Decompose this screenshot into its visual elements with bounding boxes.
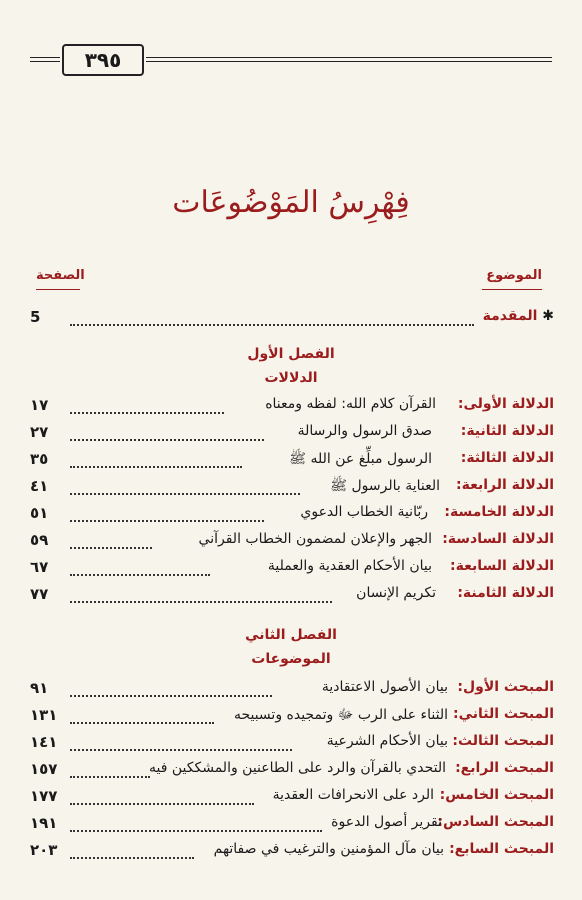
leader-dots <box>70 324 474 326</box>
leader-dots <box>70 776 150 778</box>
entry-page: ١٥٧ <box>30 760 58 778</box>
chapter1-subtitle: الدلالات <box>264 370 318 386</box>
toc-row <box>30 760 554 786</box>
entry-page: ١٩١ <box>30 814 58 832</box>
page-title: فِهْرِسُ المَوْضُوعَات <box>172 185 410 220</box>
leader-dots <box>70 749 292 751</box>
leader-dots <box>70 412 224 414</box>
entry-text: الجهر والإعلان لمضمون الخطاب القرآني <box>198 531 432 547</box>
entry-page: ٤١ <box>30 477 49 495</box>
entry-text: بيان الأحكام الشرعية <box>326 733 448 749</box>
entry-label: المبحث الثالث: <box>452 733 554 749</box>
page-header <box>30 44 552 76</box>
leader-dots <box>70 830 322 832</box>
leader-dots <box>70 547 152 549</box>
entry-label: الدلالة الثالثة: <box>460 450 554 466</box>
header-rule-left-2 <box>30 61 60 62</box>
entry-text: الثناء على الرب ﷻ وتمجيده وتسبيحه <box>233 707 448 723</box>
leader-dots <box>70 695 272 697</box>
entry-text: ربّانية الخطاب الدعوي <box>300 504 428 520</box>
toc-row <box>30 531 554 557</box>
column-head-rule-right <box>482 289 542 290</box>
entry-page: ٣٥ <box>30 450 49 468</box>
entry-text: بيان الأحكام العقدية والعملية <box>267 558 432 574</box>
entry-label: الدلالة الأولى: <box>457 396 554 412</box>
entry-text: الرسول مبلِّغ عن الله ﷺ <box>289 451 432 467</box>
toc-row <box>30 558 554 584</box>
entry-page: ١٣١ <box>30 706 58 724</box>
entry-text: بيان مآل المؤمنين والترغيب في صفاتهم <box>213 841 444 857</box>
toc-row <box>30 423 554 449</box>
leader-dots <box>70 439 264 441</box>
toc-row <box>30 733 554 759</box>
entry-label: الدلالة الثانية: <box>460 423 554 439</box>
entry-text: صدق الرسول والرسالة <box>297 423 432 439</box>
toc-row <box>30 585 554 611</box>
entry-page: ٦٧ <box>30 558 49 576</box>
entry-label: الدلالة السادسة: <box>442 531 554 547</box>
entry-page: ١٤١ <box>30 733 58 751</box>
entry-text: الرد على الانحرافات العقدية <box>272 787 434 803</box>
toc-row <box>30 396 554 422</box>
toc-row <box>30 787 554 813</box>
leader-dots <box>70 466 242 468</box>
toc-row <box>30 477 554 503</box>
entry-label: المبحث الرابع: <box>455 760 554 776</box>
leader-dots <box>70 493 300 495</box>
leader-dots <box>70 520 264 522</box>
leader-dots <box>70 803 254 805</box>
entry-text: التحدي بالقرآن والرد على الطاعنين والمشككين فيه <box>149 760 446 776</box>
chapter2-subtitle: الموضوعات <box>251 651 331 667</box>
entry-page: ٩١ <box>30 679 49 697</box>
toc-row <box>30 706 554 732</box>
entry-text: بيان الأصول الاعتقادية <box>321 679 448 695</box>
entry-label: المبحث السابع: <box>449 841 554 857</box>
entry-page: ٢٠٣ <box>30 841 58 859</box>
entry-label: الدلالة الثامنة: <box>457 585 554 601</box>
toc-row <box>30 841 554 867</box>
entry-page: ٢٧ <box>30 423 49 441</box>
chapter2-title: الفصل الثاني <box>245 627 337 643</box>
entry-label: المبحث الخامس: <box>439 787 554 803</box>
bullet-icon: ✱ <box>542 308 554 324</box>
entry-page: ٥١ <box>30 504 49 522</box>
header-rule-right-2 <box>146 61 552 62</box>
leader-dots <box>70 574 210 576</box>
page-number: ٣٩٥ <box>62 44 144 76</box>
header-rule-right <box>146 57 552 58</box>
intro-label <box>483 308 554 324</box>
entry-page: ٧٧ <box>30 585 49 603</box>
entry-text: تكريم الإنسان <box>356 585 436 601</box>
intro-label-text: المقدمة <box>482 308 538 324</box>
toc-row <box>30 450 554 476</box>
entry-text: العناية بالرسول ﷺ <box>330 478 440 494</box>
entry-label: المبحث الثاني: <box>453 706 554 722</box>
leader-dots <box>70 722 214 724</box>
entry-text: القرآن كلام الله: لفظه ومعناه <box>265 396 436 412</box>
column-head-rule-left <box>36 289 80 290</box>
entry-text: تقرير أصول الدعوة <box>331 814 442 830</box>
column-head-topic: الموضوع <box>486 268 542 283</box>
entry-label: الدلالة السابعة: <box>450 558 554 574</box>
header-rule-left <box>30 57 60 58</box>
entry-label: الدلالة الرابعة: <box>456 477 554 493</box>
entry-label: الدلالة الخامسة: <box>444 504 554 520</box>
chapter1-title: الفصل الأول <box>247 346 335 362</box>
intro-page: 5 <box>30 308 41 326</box>
leader-dots <box>70 601 332 603</box>
column-head-page: الصفحة <box>36 268 85 283</box>
toc-row <box>30 814 554 840</box>
entry-page: ١٧٧ <box>30 787 58 805</box>
entry-page: ٥٩ <box>30 531 49 549</box>
toc-row <box>30 504 554 530</box>
entry-label: المبحث السادس: <box>437 814 554 830</box>
toc-row <box>30 679 554 705</box>
entry-label: المبحث الأول: <box>457 679 554 695</box>
intro-row <box>30 308 554 334</box>
entry-page: ١٧ <box>30 396 49 414</box>
leader-dots <box>70 857 194 859</box>
